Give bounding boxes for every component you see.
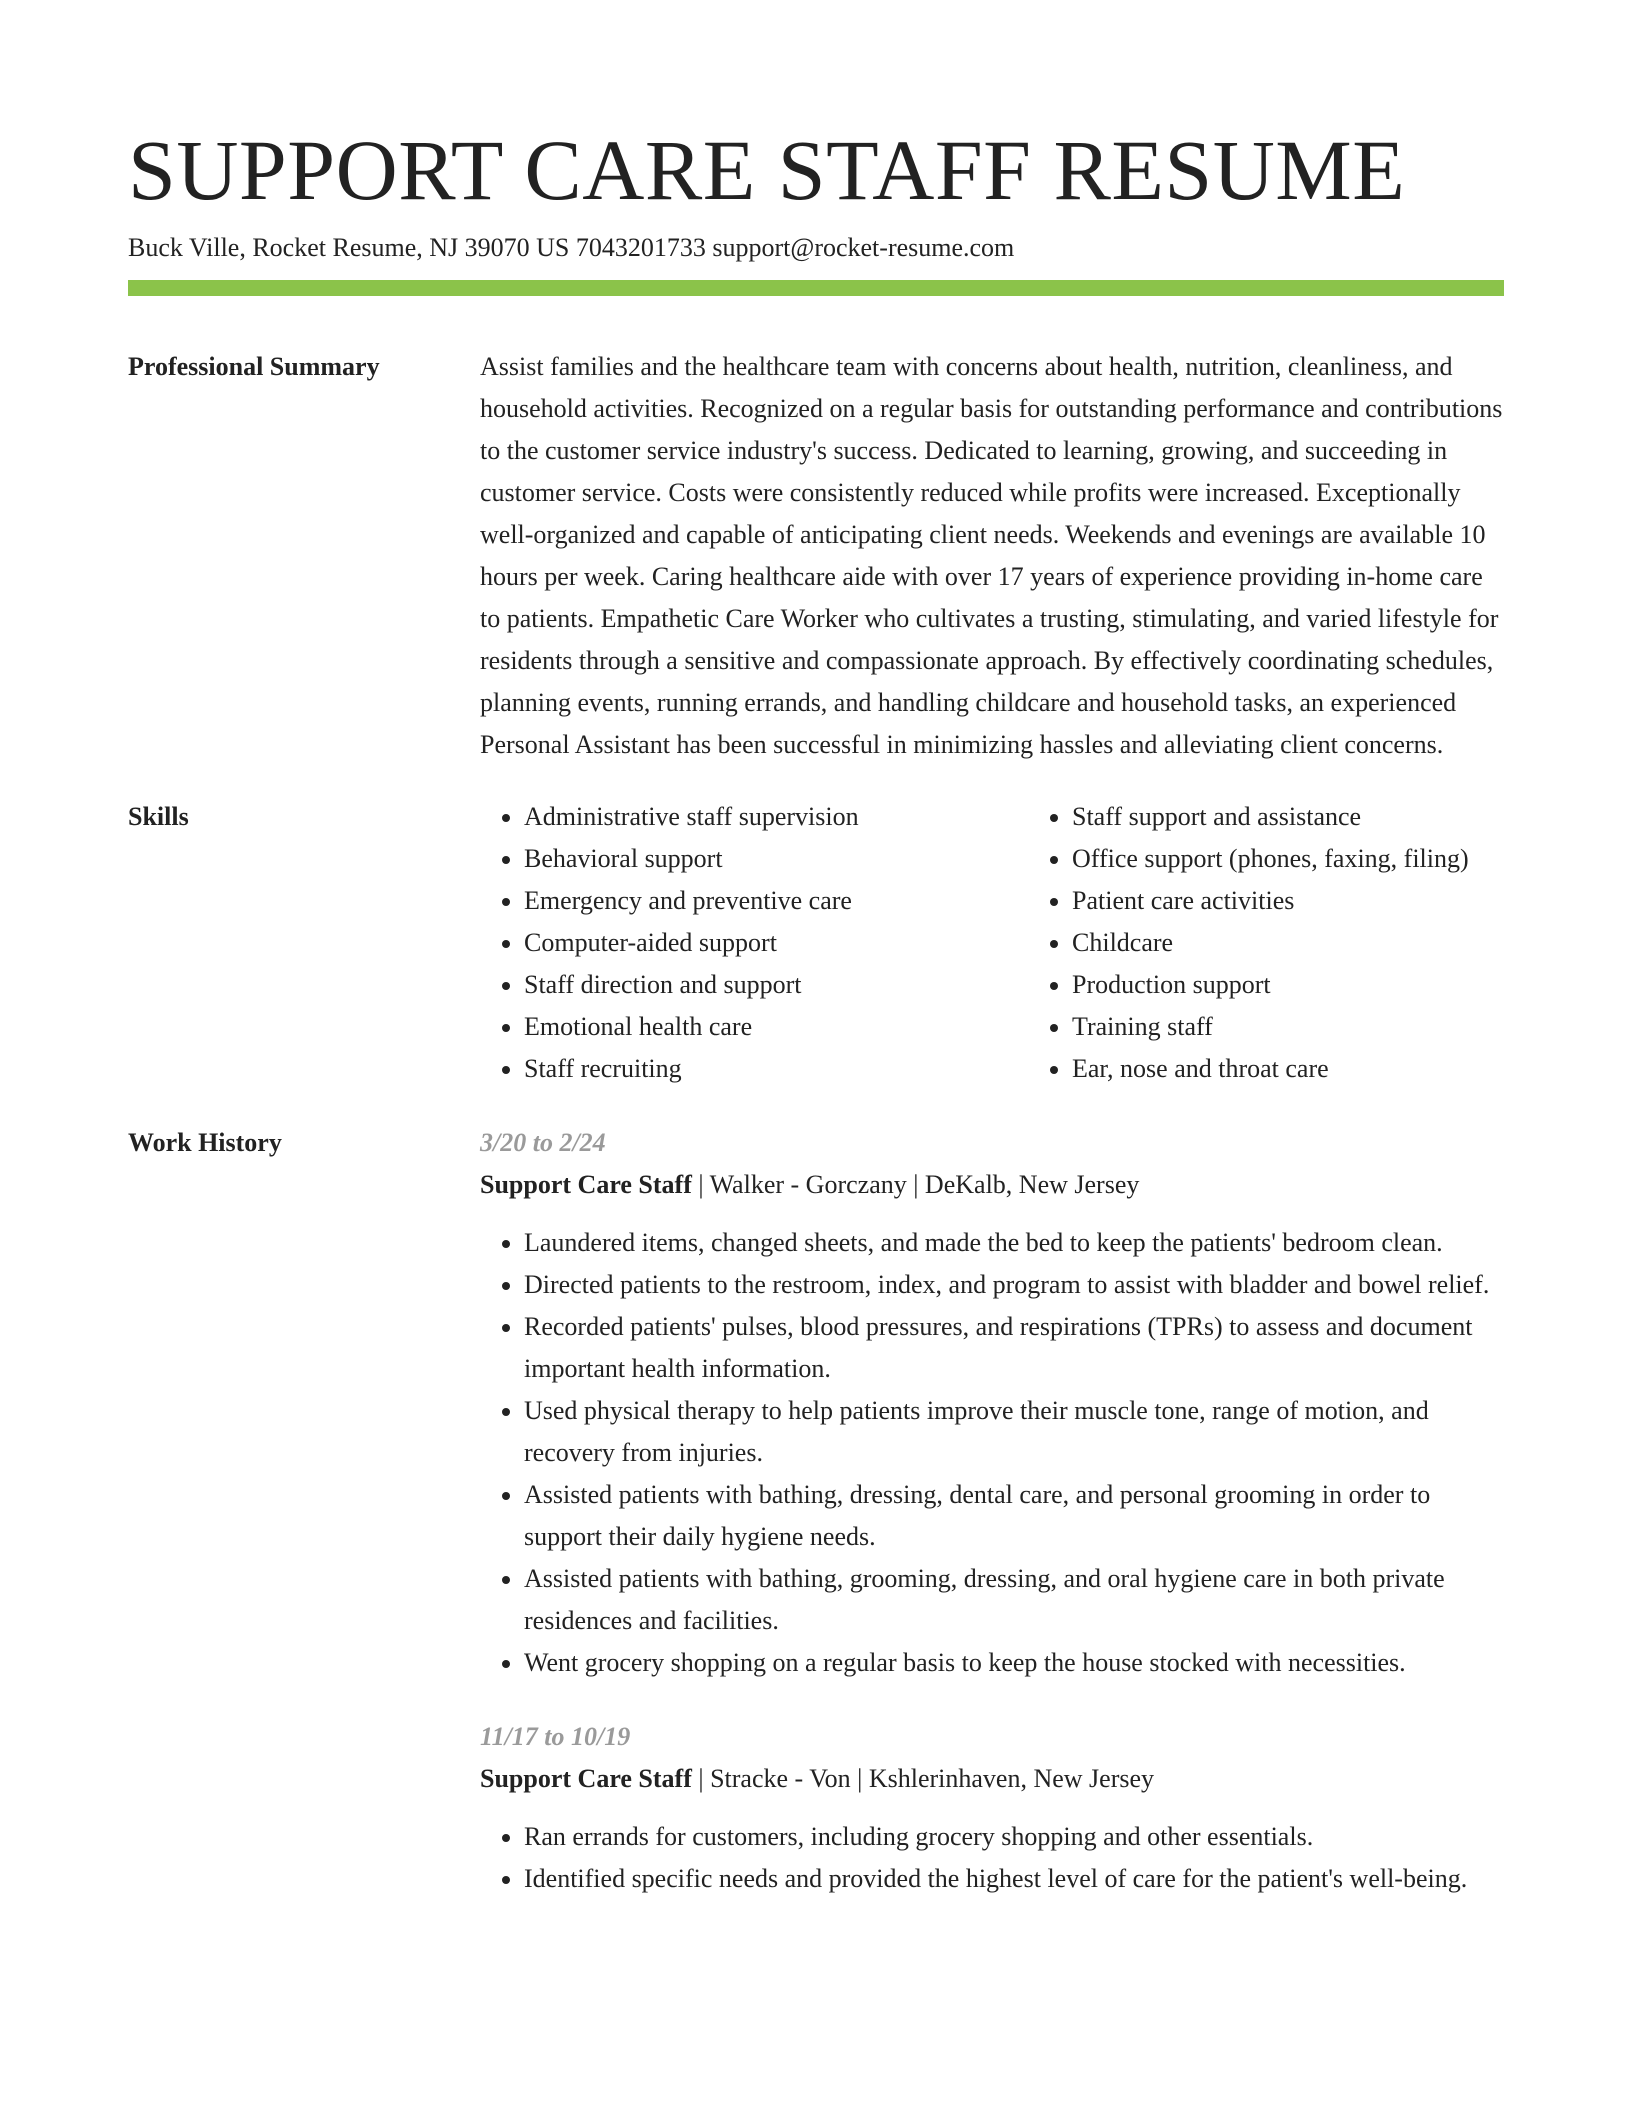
job-heading xyxy=(480,1164,1504,1206)
job-dates: 3/20 to 2/24 xyxy=(480,1128,606,1157)
skill-item: • Behavioral support xyxy=(524,838,1028,880)
job-entry xyxy=(480,1716,1504,1900)
job-title: Support Care Staff xyxy=(480,1170,692,1199)
job-bullet: • Laundered items, changed sheets, and made the bed to keep the patients' bedroom clean. xyxy=(524,1222,1504,1264)
work-history-section xyxy=(128,1122,1504,1900)
job-bullet: • Ran errands for customers, including grocery shopping and other essentials. xyxy=(524,1816,1504,1858)
skill-item: • Patient care activities xyxy=(1072,880,1576,922)
job-bullet: • Assisted patients with bathing, dressing, dental care, and personal grooming in order to support their daily hygiene needs. xyxy=(524,1474,1504,1558)
skill-item: • Office support (phones, faxing, filing) xyxy=(1072,838,1576,880)
job-employer-location: | Walker - Gorczany | DeKalb, New Jersey xyxy=(691,1170,1140,1199)
header-divider xyxy=(128,280,1504,296)
skill-item: • Staff direction and support xyxy=(524,964,1028,1006)
skill-item: • Production support xyxy=(1072,964,1576,1006)
resume-title: SUPPORT CARE STAFF RESUME xyxy=(128,122,1406,218)
skill-item: • Staff support and assistance xyxy=(1072,796,1576,838)
skill-item: • Staff recruiting xyxy=(524,1048,1028,1090)
job-bullet-list xyxy=(480,1222,1504,1684)
job-bullet-list xyxy=(480,1816,1504,1900)
job-heading xyxy=(480,1758,1504,1800)
skills-section xyxy=(128,796,1504,1090)
skill-item: • Emergency and preventive care xyxy=(524,880,1028,922)
skills-list-left xyxy=(480,796,1028,1090)
skill-item: • Childcare xyxy=(1072,922,1576,964)
job-bullet: • Assisted patients with bathing, grooming, dressing, and oral hygiene care in both private residences and facilities. xyxy=(524,1558,1504,1642)
job-title: Support Care Staff xyxy=(480,1764,692,1793)
job-employer-location: | Stracke - Von | Kshlerinhaven, New Jersey xyxy=(691,1764,1155,1793)
section-label-skills: Skills xyxy=(128,802,189,831)
job-bullet: • Directed patients to the restroom, index, and program to assist with bladder and bowel relief. xyxy=(524,1264,1504,1306)
job-bullet: • Identified specific needs and provided the highest level of care for the patient's well-being. xyxy=(524,1858,1504,1900)
skill-item: • Administrative staff supervision xyxy=(524,796,1028,838)
summary-text: Assist families and the healthcare team with concerns about health, nutrition, cleanliness, and household activities. Recognized on a regular basis for outstanding performance and contributions to the customer service industry's success. Dedicated to learning, growing, and succeeding in customer service. Costs were consistently reduced while profits were increased. Exceptionally well-organized and capable of anticipating client needs. Weekends and evenings are available 10 hours per week. Caring healthcare aide with over 17 years of experience providing in-home care to patients. Empathetic Care Worker who cultivates a trusting, stimulating, and varied lifestyle for residents through a sensitive and compassionate approach. By effectively coordinating schedules, planning events, running errands, and handling childcare and household tasks, an experienced Personal Assistant has been successful in minimizing hassles and alleviating client concerns. xyxy=(480,352,1503,759)
job-dates: 11/17 to 10/19 xyxy=(480,1722,631,1751)
job-entry xyxy=(480,1122,1504,1684)
skills-list-right xyxy=(1028,796,1576,1090)
skill-item: • Ear, nose and throat care xyxy=(1072,1048,1576,1090)
work-history-body xyxy=(480,1122,1504,1900)
skill-item: • Training staff xyxy=(1072,1006,1576,1048)
resume-page xyxy=(128,120,1504,1900)
job-bullet: • Recorded patients' pulses, blood pressures, and respirations (TPRs) to assess and document important health information. xyxy=(524,1306,1504,1390)
professional-summary-section xyxy=(128,346,1504,766)
job-bullet: • Went grocery shopping on a regular basis to keep the house stocked with necessities. xyxy=(524,1642,1504,1684)
section-label-summary: Professional Summary xyxy=(128,352,380,381)
contact-line: Buck Ville, Rocket Resume, NJ 39070 US 7043201733 support@rocket-resume.com xyxy=(128,233,1015,262)
job-bullet: • Used physical therapy to help patients improve their muscle tone, range of motion, and recovery from injuries. xyxy=(524,1390,1504,1474)
skill-item: • Computer-aided support xyxy=(524,922,1028,964)
skills-columns xyxy=(480,796,1576,1090)
section-label-work-history: Work History xyxy=(128,1128,282,1157)
skill-item: • Emotional health care xyxy=(524,1006,1028,1048)
